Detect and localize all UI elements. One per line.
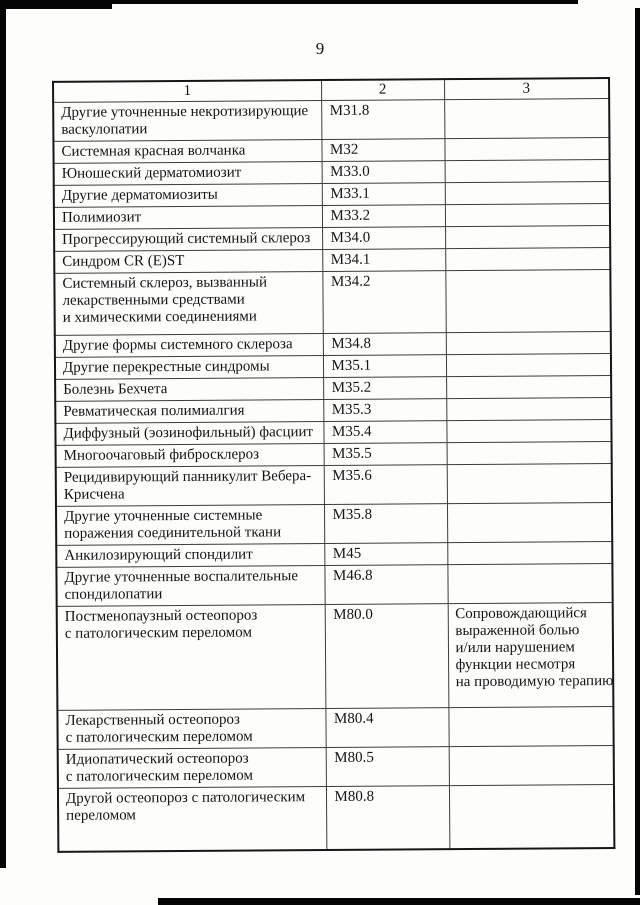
diagnosis-name-cell: Рецидивирующий панникулит Вебера- Крисчена xyxy=(56,466,324,507)
column-header-2: 2 xyxy=(321,79,444,100)
diagnosis-name-cell: Лекарственный остеопороз с патологическим переломом xyxy=(57,709,325,750)
icd-code-cell: M35.8 xyxy=(324,504,447,544)
note-cell: Сопровождающийся выраженной болью и/или нарушением функции несмотря на проводимую терапию xyxy=(448,602,614,707)
icd-code-cell: M35.6 xyxy=(324,465,447,505)
note-cell xyxy=(447,441,612,464)
table-row xyxy=(53,99,609,142)
icd-code-cell: M80.0 xyxy=(325,604,449,709)
icd-code-cell: M34.0 xyxy=(322,227,445,250)
diagnosis-name-cell: Многоочаговый фибросклероз xyxy=(56,444,324,468)
icd-code-cell: M35.3 xyxy=(323,399,446,422)
note-cell xyxy=(447,563,612,603)
diagnosis-name-cell: Анкилозирующий спондилит xyxy=(56,544,324,568)
scan-edge-top-left-bar xyxy=(0,0,112,9)
diagnosis-name-cell: Постменопаузный остеопороз с патологическим переломом xyxy=(57,605,326,711)
note-cell xyxy=(446,419,611,442)
icd-code-cell: M31.8 xyxy=(321,100,444,140)
table-row xyxy=(58,745,614,788)
column-header-3: 3 xyxy=(444,78,609,100)
icd-code-cell: M35.5 xyxy=(324,443,447,466)
diagnosis-name-cell: Болезнь Бехчета xyxy=(55,378,323,402)
note-cell xyxy=(445,204,610,227)
icd-code-cell: M34.1 xyxy=(322,249,445,272)
diagnosis-name-cell: Системная красная волчанка xyxy=(53,140,321,164)
note-cell xyxy=(447,463,612,503)
icd-codes-table xyxy=(52,77,615,853)
note-cell xyxy=(445,248,610,271)
icd-code-cell: M33.0 xyxy=(322,161,445,184)
diagnosis-name-cell: Другой остеопороз с патологическим переломом xyxy=(58,787,326,852)
note-cell xyxy=(447,541,612,564)
note-cell xyxy=(444,99,609,139)
diagnosis-name-cell: Другие уточненные некротизирующие васкулопатии xyxy=(53,101,321,142)
table-row xyxy=(58,784,614,851)
note-cell xyxy=(448,706,613,746)
diagnosis-name-cell: Другие уточненные системные поражения соединительной ткани xyxy=(56,505,324,546)
icd-code-cell: M35.4 xyxy=(323,421,446,444)
icd-code-cell: M33.1 xyxy=(322,183,445,206)
diagnosis-name-cell: Прогрессирующий системный склероз xyxy=(54,228,322,252)
diagnosis-name-cell: Другие дерматомиозиты xyxy=(54,184,322,208)
note-cell xyxy=(445,182,610,205)
page-number: 9 xyxy=(315,39,325,58)
table-row xyxy=(54,270,610,336)
icd-code-cell: M80.4 xyxy=(325,708,448,748)
diagnosis-name-cell: Идиопатический остеопороз с патологическим переломом xyxy=(58,748,326,789)
diagnosis-name-cell: Диффузный (эозинофильный) фасциит xyxy=(55,422,323,446)
scan-edge-right-bar xyxy=(635,8,640,895)
note-cell xyxy=(445,160,610,183)
icd-code-cell: M35.2 xyxy=(323,377,446,400)
icd-code-cell: M34.8 xyxy=(323,333,446,356)
table-row xyxy=(57,706,613,749)
note-cell xyxy=(449,745,614,785)
note-cell xyxy=(449,784,614,849)
icd-code-cell: M80.5 xyxy=(326,747,449,787)
diagnosis-name-cell: Юношеский дерматомиозит xyxy=(54,162,322,186)
table-row xyxy=(57,602,614,710)
table-row xyxy=(56,463,612,506)
table-row xyxy=(56,563,612,606)
icd-code-cell: M80.8 xyxy=(326,786,449,850)
note-cell xyxy=(445,226,610,249)
table-row xyxy=(56,502,612,545)
icd-code-cell: M35.1 xyxy=(323,355,446,378)
diagnosis-name-cell: Другие уточненные воспалительные спондилопатии xyxy=(56,566,324,607)
icd-code-cell: M33.2 xyxy=(322,205,445,228)
note-cell xyxy=(444,138,609,161)
icd-code-cell: M46.8 xyxy=(324,565,447,605)
diagnosis-name-cell: Ревматическая полимиалгия xyxy=(55,400,323,424)
diagnosis-name-cell: Полимиозит xyxy=(54,206,322,230)
note-cell xyxy=(446,375,611,398)
icd-code-cell: M45 xyxy=(324,543,447,566)
note-cell xyxy=(445,270,610,333)
note-cell xyxy=(446,332,611,355)
note-cell xyxy=(446,354,611,377)
table-body xyxy=(53,99,614,852)
scan-edge-left-bar xyxy=(0,0,6,868)
diagnosis-name-cell: Другие формы системного склероза xyxy=(55,334,323,358)
icd-code-cell: M34.2 xyxy=(322,271,445,334)
icd-code-cell: M32 xyxy=(321,139,444,162)
diagnosis-name-cell: Синдром CR (E)ST xyxy=(54,250,322,274)
diagnosis-name-cell: Системный склероз, вызванный лекарственными средствами и химическими соединениями xyxy=(54,272,322,336)
column-header-1: 1 xyxy=(53,80,321,102)
note-cell xyxy=(446,397,611,420)
diagnosis-name-cell: Другие перекрестные синдромы xyxy=(55,356,323,380)
scan-edge-bottom-bar xyxy=(158,898,640,905)
note-cell xyxy=(447,502,612,542)
